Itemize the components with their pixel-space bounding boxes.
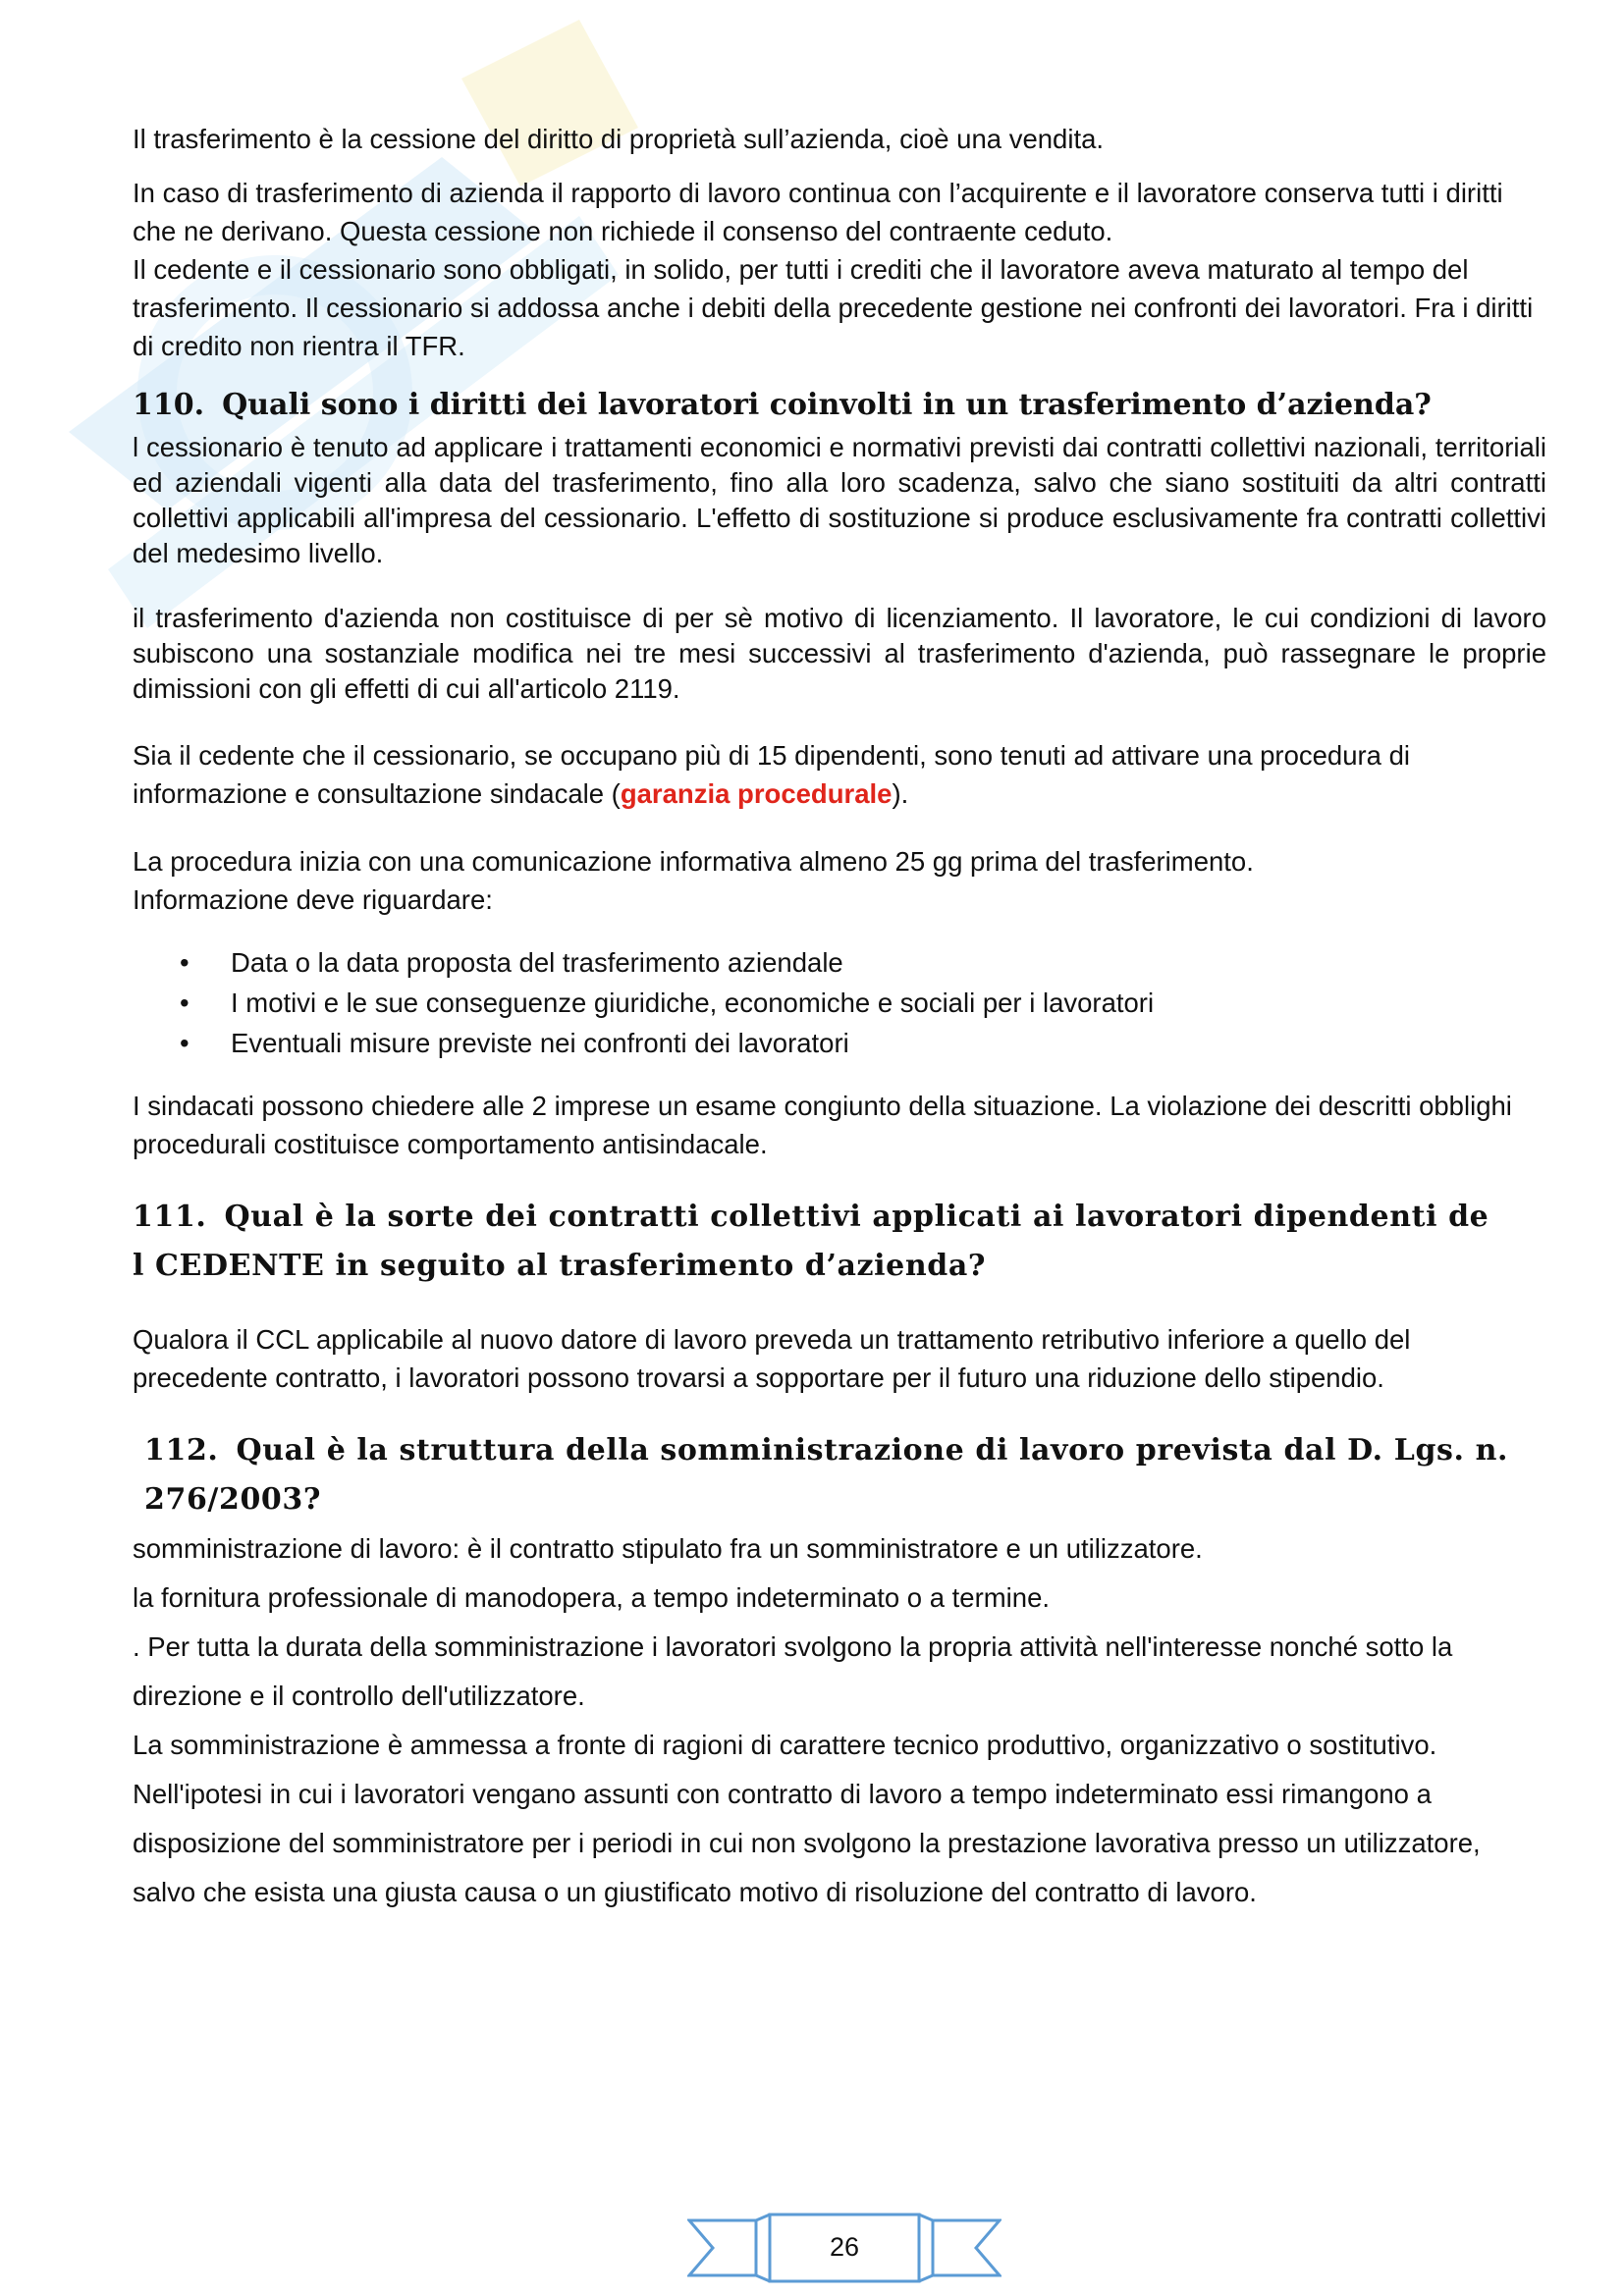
q112-paragraph-3: . Per tutta la durata della somministrazione i lavoratori svolgono la propria attività nell'interesse nonché sotto la direzione e il controllo dell'utilizzatore. (133, 1631, 1453, 1711)
bullet-list (133, 942, 1546, 1063)
q110-paragraph-5: Informazione deve riguardare: (133, 884, 493, 915)
intro-paragraph-1: Il trasferimento è la cessione del diritto di proprietà sull’azienda, cioè una vendita. (133, 124, 1105, 154)
question-title-line-2: 276/2003? (144, 1482, 322, 1517)
q112-paragraph-2: la fornitura professionale di manodopera, a tempo indeterminato o a termine. (133, 1582, 1051, 1613)
list-item: • I motivi e le sue conseguenze giuridiche, economiche e sociali per i lavoratori (133, 983, 1546, 1023)
list-item: • Data o la data proposta del trasferimento aziendale (133, 942, 1546, 983)
bullet-icon: • (180, 1028, 189, 1058)
question-111-heading (133, 1193, 1546, 1291)
question-title-line-1: Qual è la sorte dei contratti collettivi applicati ai lavoratori dipendenti de (224, 1200, 1489, 1234)
q110-paragraph-4: La procedura inizia con una comunicazione informativa almeno 25 gg prima del trasferimento. (133, 846, 1254, 877)
document-page (133, 120, 1546, 1917)
question-112-heading (133, 1426, 1546, 1524)
question-title-line-1: Qual è la struttura della somministrazione di lavoro prevista dal D. Lgs. n. (236, 1433, 1509, 1468)
question-title: Quali sono i diritti dei lavoratori coinvolti in un trasferimento d’azienda? (222, 388, 1432, 422)
bullet-icon: • (180, 988, 189, 1018)
intro-paragraph-3: Il cedente e il cessionario sono obbligati, in solido, per tutti i crediti che il lavoratore aveva maturato al tempo del trasferimento. Il cessionario si addossa anche i debiti della precedente gestione nei confronti dei lavoratori. Fra i diritti di credito non rientra il TFR. (133, 254, 1534, 361)
q112-paragraph-5: Nell'ipotesi in cui i lavoratori vengano assunti con contratto di lavoro a tempo indeterminato essi rimangono a disposizione del somministratore per i periodi in cui non svolgono la prestazione lavorativa presso un utilizzatore, salvo che esista una giusta causa o un giustificato motivo di risoluzione del contratto di lavoro. (133, 1779, 1481, 1907)
q112-paragraph-4: La somministrazione è ammessa a fronte di ragioni di carattere tecnico produttivo, organizzativo o sostitutivo. (133, 1730, 1437, 1760)
question-title-line-2: l CEDENTE in seguito al trasferimento d’azienda? (133, 1249, 987, 1283)
q110-paragraph-2: il trasferimento d'azienda non costituisce di per sè motivo di licenziamento. Il lavoratore, le cui condizioni di lavoro subiscono una sostanziale modifica nei tre mesi successivi al trasferimento d'azienda, può rassegnare le proprie dimissioni con gli effetti di cui all'articolo 2119. (133, 603, 1546, 704)
list-item: • Eventuali misure previste nei confronti dei lavoratori (133, 1023, 1546, 1063)
question-number: 112. (144, 1433, 219, 1468)
question-110-heading (133, 381, 1546, 430)
intro-paragraph-2: In caso di trasferimento di azienda il rapporto di lavoro continua con l’acquirente e il lavoratore conserva tutti i diritti che ne derivano. Questa cessione non richiede il consenso del contraente ceduto. (133, 178, 1503, 246)
q110-paragraph-3: Sia il cedente che il cessionario, se occupano più di 15 dipendenti, sono tenuti ad attivare una procedura di informazione e consultazione sindacale (garanzia procedurale). (133, 740, 1410, 809)
q112-body (133, 1524, 1546, 1917)
highlight-garanzia-procedurale: garanzia procedurale (620, 778, 893, 809)
q112-paragraph-1: somministrazione di lavoro: è il contratto stipulato fra un somministratore e un utilizzatore. (133, 1533, 1203, 1564)
page-footer (687, 2211, 1001, 2285)
q110-paragraph-1: l cessionario è tenuto ad applicare i trattamenti economici e normativi previsti dai contratti collettivi nazionali, territoriali ed aziendali vigenti alla data del trasferimento, fino alla loro scadenza, salvo che siano sostituiti da altri contratti collettivi applicabili all'impresa del cessionario. L'effetto di sostituzione si produce esclusivamente fra contratti collettivi del medesimo livello. (133, 432, 1546, 568)
bullet-icon: • (180, 947, 189, 978)
question-number: 110. (133, 388, 205, 422)
question-number: 111. (133, 1200, 207, 1234)
page-number: 26 (829, 2232, 860, 2262)
q110-paragraph-6: I sindacati possono chiedere alle 2 imprese un esame congiunto della situazione. La violazione dei descritti obblighi procedurali costituisce comportamento antisindacale. (133, 1091, 1512, 1159)
q111-paragraph-1: Qualora il CCL applicabile al nuovo datore di lavoro preveda un trattamento retributivo inferiore a quello del precedente contratto, i lavoratori possono trovarsi a sopportare per il futuro una riduzione dello stipendio. (133, 1324, 1411, 1393)
